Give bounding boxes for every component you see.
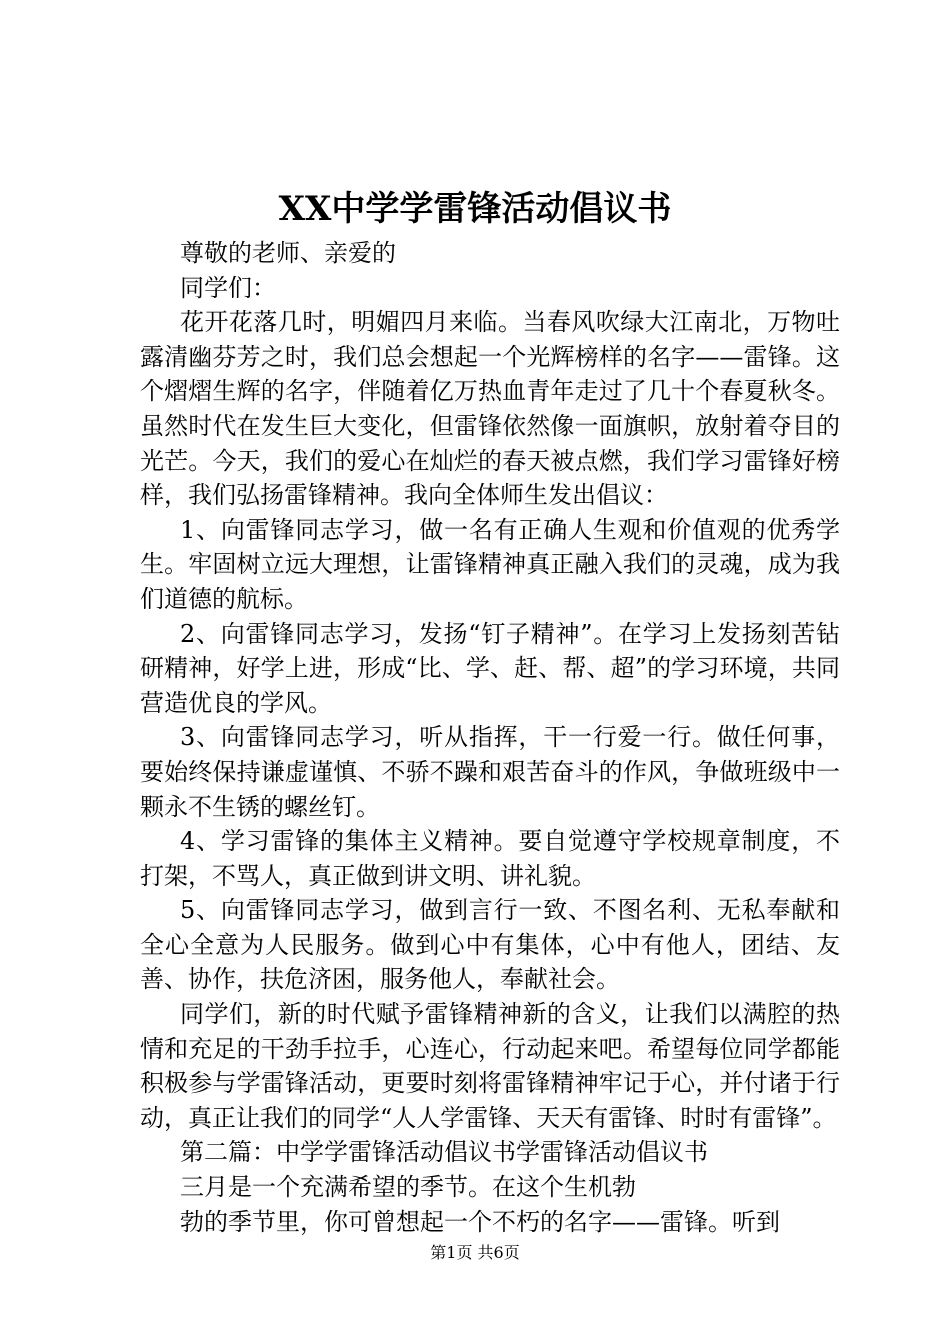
proposal-item-4: 4、学习雷锋的集体主义精神。要自觉遵守学校规章制度，不打架，不骂人，真正做到讲文明、讲礼貌。 — [140, 827, 840, 890]
section-heading-part-two: 第二篇：中学学雷锋活动倡议书学雷锋活动倡议书 — [180, 1138, 708, 1167]
proposal-item-2: 2、向雷锋同志学习，发扬“钉子精神”。在学习上发扬刻苦钻研精神，好学上进，形成“比、学、赶、帮、超”的学习环境，共同营造优良的学风。 — [140, 619, 840, 717]
paragraph-intro: 花开花落几时，明媚四月来临。当春风吹绿大江南北，万物吐露清幽芬芳之时，我们总会想起一个光辉榜样的名字——雷锋。这个熠熠生辉的名字，伴随着亿万热血青年走过了几十个春夏秋冬。虽然时代在发生巨大变化，但雷锋依然像一面旗帜，放射着夺目的光芒。今天，我们的爱心在灿烂的春天被点燃，我们学习雷锋好榜样，我们弘扬雷锋精神。我向全体师生发出倡议： — [140, 308, 840, 510]
paragraph-closing: 同学们，新的时代赋予雷锋精神新的含义，让我们以满腔的热情和充足的干劲手拉手，心连心，行动起来吧。希望每位同学都能积极参与学雷锋活动，更要时刻将雷锋精神牢记于心，并付诸于行动，真正让我们的同学“人人学雷锋、天天有雷锋、时时有雷锋”。 — [140, 1000, 840, 1132]
document-body — [140, 236, 840, 1239]
paragraph-part-two-line-1: 三月是一个充满希望的季节。在这个生机勃 — [180, 1173, 636, 1202]
proposal-item-5: 5、向雷锋同志学习，做到言行一致、不图名利、无私奉献和全心全意为人民服务。做到心中有集体，心中有他人，团结、友善、协作，扶危济困，服务他人，奉献社会。 — [140, 896, 840, 994]
salutation-line-1: 尊敬的老师、亲爱的 — [180, 239, 396, 267]
document-title: XX中学学雷锋活动倡议书 — [278, 189, 672, 229]
proposal-item-1: 1、向雷锋同志学习，做一名有正确人生观和价值观的优秀学生。牢固树立远大理想，让雷锋精神真正融入我们的灵魂，成为我们道德的航标。 — [140, 515, 840, 613]
paragraph-part-two-line-2: 勃的季节里，你可曾想起一个不朽的名字——雷锋。听到 — [180, 1207, 780, 1236]
salutation-line-2: 同学们： — [180, 273, 276, 302]
page-footer: 第1页 共6页 — [430, 1243, 520, 1262]
proposal-item-3: 3、向雷锋同志学习，听从指挥，干一行爱一行。做任何事，要始终保持谦虚谨慎、不骄不躁和艰苦奋斗的作风，争做班级中一颗永不生锈的螺丝钉。 — [140, 723, 840, 821]
